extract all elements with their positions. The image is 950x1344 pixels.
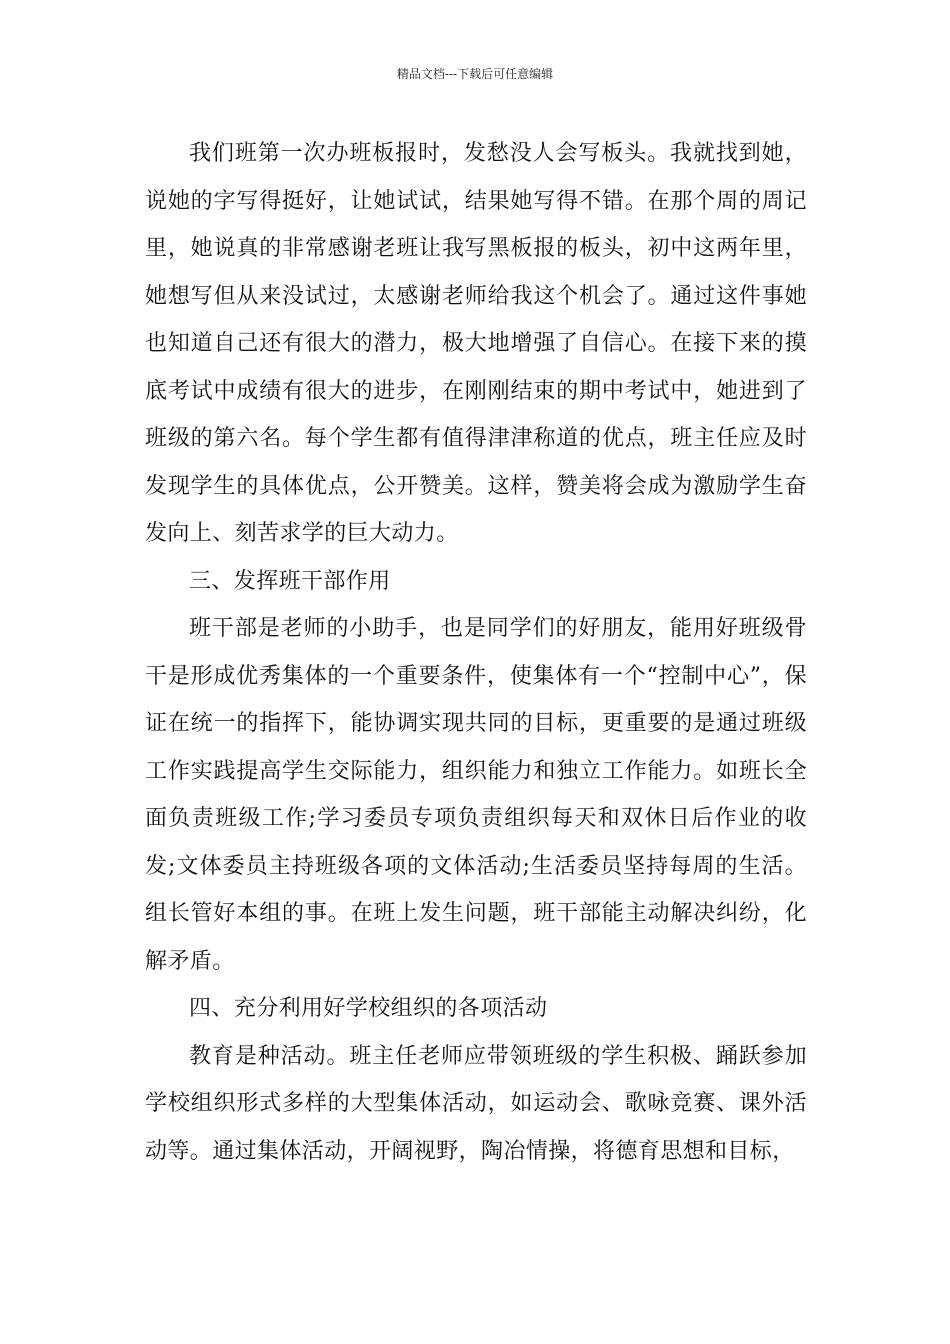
document-body xyxy=(145,130,807,1175)
paragraph-class-cadres: 班干部是老师的小助手，也是同学们的好朋友，能用好班级骨干是形成优秀集体的一个重要条件，使集体有一个“控制中心”，保证在统一的指挥下，能协调实现共同的目标，更重要的是通过班级工作实践提高学生交际能力，组织能力和独立工作能力。如班长全面负责班级工作;学习委员专项负责组织每天和双休日后作业的收发;文体委员主持班级各项的文体活动;生活委员坚持每周的生活。组长管好本组的事。在班上发生问题，班干部能主动解决纠纷，化解矛盾。 xyxy=(145,616,807,974)
paragraph-school-activities: 教育是种活动。班主任老师应带领班级的学生积极、踊跃参加学校组织形式多样的大型集体活动，如运动会、歌咏竞赛、课外活动等。通过集体活动，开阔视野，陶冶情操，将德育思想和目标， xyxy=(145,1043,807,1164)
section-heading-4: 四、充分利用好学校组织的各项活动 xyxy=(189,996,548,1021)
page-header: 精品文档---下载后可任意编辑 xyxy=(396,67,554,81)
section-heading-3: 三、发挥班干部作用 xyxy=(189,568,391,594)
paragraph-praise-story: 我们班第一次办班板报时，发愁没人会写板头。我就找到她，说她的字写得挺好，让她试试，结果她写得不错。在那个周的周记里，她说真的非常感谢老班让我写黑板报的板头，初中这两年里，她想写但从来没试过，太感谢老师给我这个机会了。通过这件事她也知道自己还有很大的潜力，极大地增强了自信心。在接下来的摸底考试中成绩有很大的进步，在刚刚结束的期中考试中，她进到了班级的第六名。每个学生都有值得津津称道的优点，班主任应及时发现学生的具体优点，公开赞美。这样，赞美将会成为激励学生奋发向上、刻苦求学的巨大动力。 xyxy=(145,141,807,546)
